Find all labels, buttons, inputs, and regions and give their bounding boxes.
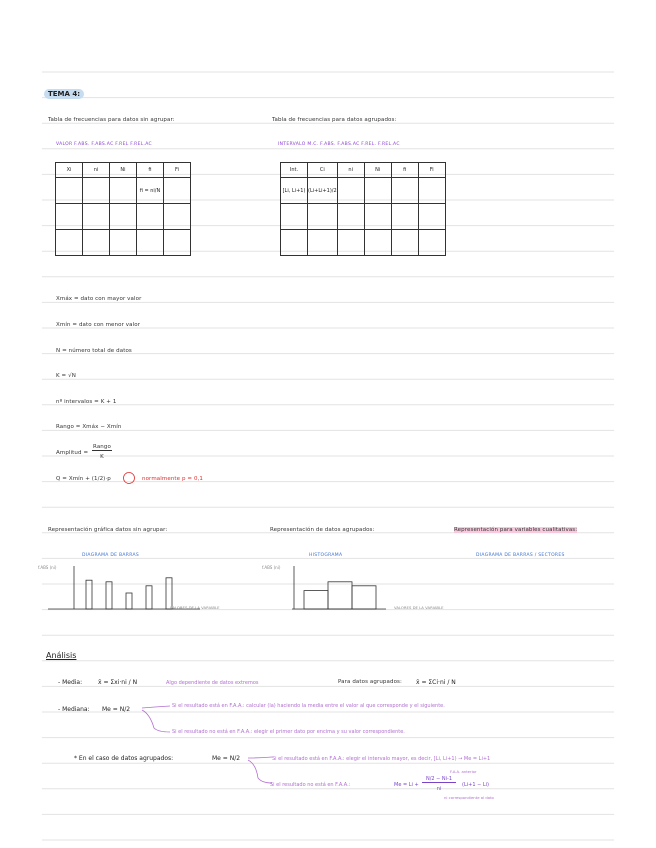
grouped-note-2-formula: Me = Li + [394,782,419,788]
class-mark-cell: (Li+Li+1)/2 [308,178,338,204]
grouped-table-subtitle: INTERVALO M.C. F.ABS. F.ABS.AC F.REL. F.REL.AC [278,142,400,147]
grouped-note-1: Si el resultado está en F.A.A.: elegir el intervalo mayor, es decir, [Li, Li+1) → Me = Li+1 [272,756,491,762]
topic-title: TEMA 4: [44,89,84,99]
annotation-ni-dato: ni correspondiente al dato [444,795,494,800]
ungrouped-table-title: Tabla de frecuencias para datos sin agrupar: [48,117,175,123]
def-amplitud-num: Rango [93,444,111,450]
histogram-bar-2 [328,582,352,609]
def-q-note: normalmente p = 0,1 [142,476,204,482]
grouped-note-2-den: ni [436,786,442,792]
fi-formula: fi = ni/N [137,178,164,204]
def-amplitud-den: K [100,454,104,460]
bar-chart-ylabel: f.ABS (ni) [38,565,57,570]
grouped-media-label: Para datos agrupados: [338,679,402,685]
col-header-Ni: Ni [364,163,391,178]
grouped-note-2-num: N/2 − Ni-1 [422,776,456,783]
analysis-heading: Análisis [46,651,77,660]
bar-chart-bar-1 [86,580,92,609]
col-header-ci: Ci [308,163,338,178]
ungrouped-table-subtitle: VALOR F.ABS. F.ABS.AC F.REL F.REL.AC [56,142,153,147]
grouped-mediana-label: * En el caso de datos agrupados: [74,755,174,762]
media-formula: x̄ = Σxi·ni / N [98,679,138,686]
col-header-ni: ni [83,163,110,178]
def-intervals: nº intervalos = K + 1 [56,399,117,405]
col-header-Ni: Ni [110,163,137,178]
bar-chart-bar-3 [126,593,132,609]
histogram-xlabel: VALORES DE LA VARIABLE [394,605,444,610]
grouped-note-2-tail: (Li+1 − Li) [462,782,489,788]
histogram-ylabel: f.ABS (ni) [262,565,281,570]
def-rango: Rango = Xmáx − Xmín [56,424,122,430]
ungrouped-chart-title: Representación gráfica datos sin agrupar: [48,527,168,533]
grouped-note-2-prefix: Si el resultado no está en F.A.A.: [270,782,351,788]
q-circle-mark [122,471,136,485]
grouped-table-title: Tabla de frecuencias para datos agrupados: [272,117,397,123]
col-header-int: Int. [281,163,308,178]
media-label: - Media: [58,679,83,686]
qualitative-chart-title: Representación para variables cualitativas: [454,527,578,533]
bar-chart-bar-4 [146,586,152,609]
mediana-formula: Me = N/2 [102,706,131,713]
col-header-fi: fi [391,163,418,178]
bar-chart-bar-2 [106,582,112,609]
col-header-xi: Xi [56,163,83,178]
histogram-bar-3 [352,586,376,609]
col-header-Fi: Fi [418,163,445,178]
interval-cell: [Li, Li+1) [281,178,308,204]
bar-chart-subtitle: DIAGRAMA DE BARRAS [82,553,140,558]
ungrouped-frequency-table [55,162,191,256]
mediana-note-1: Si el resultado está en F.A.A.: calcular (la) haciendo la media entre el valor al que corresponde y el siguiente. [172,703,445,709]
def-k: K = √N [56,373,76,379]
qualitative-subtitle: DIAGRAMA DE BARRAS / SECTORES [476,553,565,558]
histogram-subtitle: HISTOGRAMA [309,553,343,558]
def-q-formula: Q = Xmín + (1/2)·p [56,476,111,482]
annotation-faa-anterior: F.A.A. anterior [450,769,477,774]
def-n: N = número total de datos [56,348,132,354]
bar-chart-xlabel: VALORES DE LA VARIABLE [170,605,220,610]
histogram-bar-1 [304,591,328,609]
def-xmax: Xmáx = dato con mayor valor [56,296,142,302]
bar-chart [38,562,238,614]
def-xmin: Xmín = dato con menor valor [56,322,141,328]
col-header-ni: ni [337,163,364,178]
def-amplitud-label: Amplitud = [56,450,89,456]
mediana-branch-lines [140,700,174,736]
grouped-mediana-formula: Me = N/2 [212,755,241,762]
histogram-chart [262,562,462,614]
media-note: Algo dependiente de datos extremos [166,680,259,686]
grouped-media-formula: x̄ = ΣCi·ni / N [416,679,456,686]
mediana-note-2: Si el resultado no está en F.A.A.: elegir el primer dato por encima y su valor correspondiente. [172,729,405,735]
mediana-label: - Mediana: [58,706,90,713]
col-header-Fi: Fi [164,163,191,178]
grouped-chart-title: Representación de datos agrupados: [270,527,375,533]
grouped-frequency-table [280,162,446,256]
col-header-fi: fi [137,163,164,178]
